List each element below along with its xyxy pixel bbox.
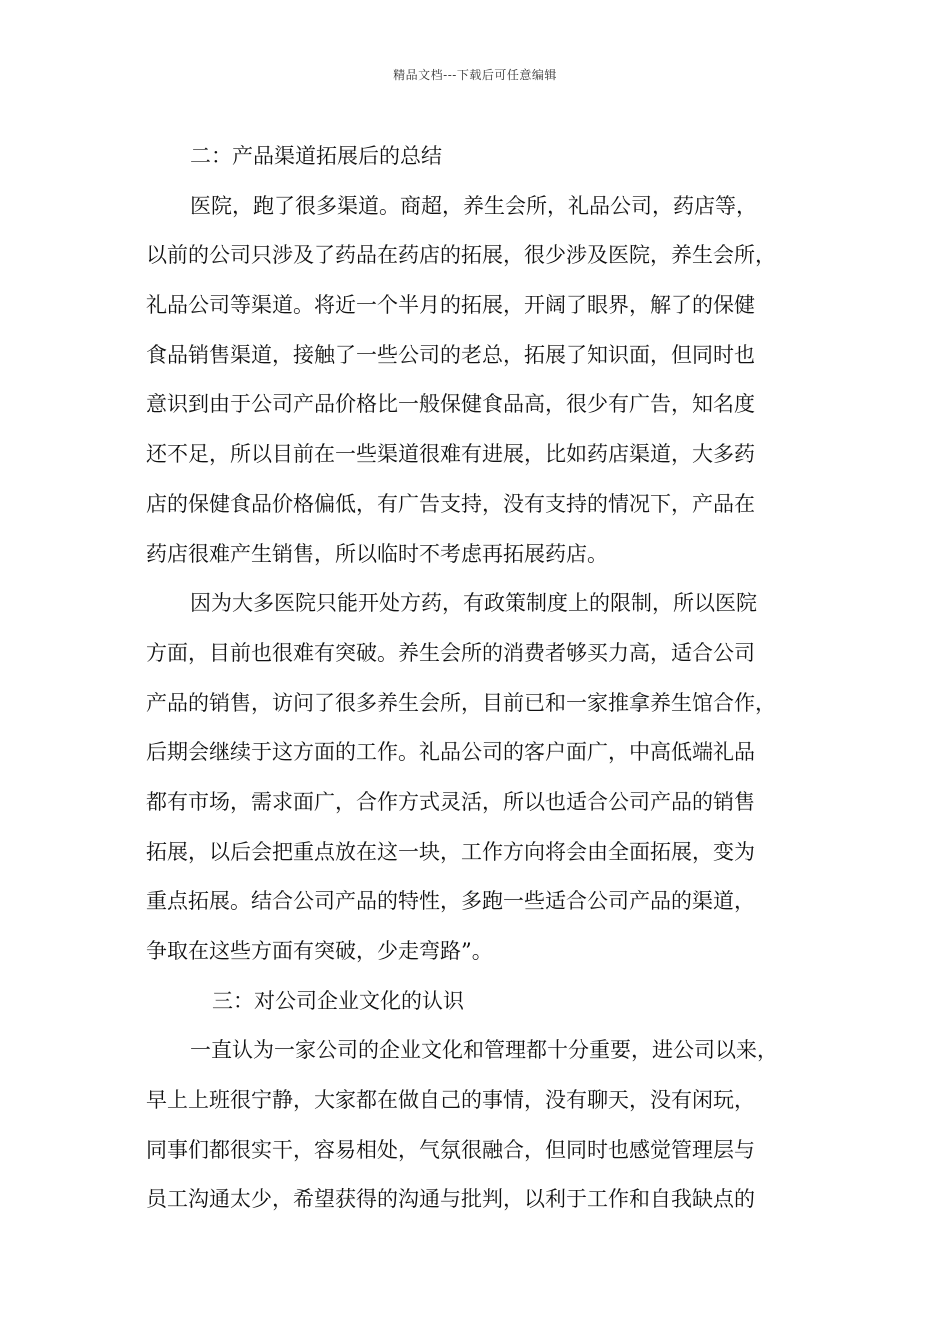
text-line: 方面，目前也很难有突破。养生会所的消费者够买力高，适合公司 [146, 640, 755, 665]
text-line: 还不足，所以目前在一些渠道很难有进展，比如药店渠道，大多药 [146, 442, 755, 467]
text-line: 以前的公司只涉及了药品在药店的拓展，很少涉及医院，养生会所， [146, 243, 776, 268]
text-line: 早上上班很宁静，大家都在做自己的事情，没有聊天，没有闲玩， [146, 1088, 755, 1113]
text-line: 医院，跑了很多渠道。商超，养生会所，礼品公司，药店等， [190, 193, 757, 218]
text-line: 后期会继续于这方面的工作。礼品公司的客户面广，中高低端礼品 [146, 740, 755, 765]
text-line: 意识到由于公司产品价格比一般保健食品高，很少有广告，知名度 [146, 392, 755, 417]
text-line: 拓展，以后会把重点放在这一块，工作方向将会由全面拓展，变为 [146, 839, 755, 864]
text-line: 重点拓展。结合公司产品的特性，多跑一些适合公司产品的渠道， [146, 889, 755, 914]
document-body [146, 132, 826, 1225]
text-line: 都有市场，需求面广，合作方式灵活，所以也适合公司产品的销售 [146, 789, 755, 814]
text-line: 礼品公司等渠道。将近一个半月的拓展，开阔了眼界，解了的保健 [146, 293, 755, 318]
text-line: 同事们都很实干，容易相处，气氛很融合，但同时也感觉管理层与 [146, 1137, 755, 1162]
text-line: 因为大多医院只能开处方药，有政策制度上的限制，所以医院 [190, 591, 757, 616]
text-line: 店的保健食品价格偏低，有广告支持，没有支持的情况下，产品在 [146, 491, 755, 516]
text-line: 食品销售渠道，接触了一些公司的老总，拓展了知识面，但同时也 [146, 342, 755, 367]
text-line: 产品的销售，访问了很多养生会所，目前已和一家推拿养生馆合作， [146, 690, 776, 715]
text-line: 一直认为一家公司的企业文化和管理都十分重要，进公司以来， [190, 1038, 778, 1063]
text-line: 二：产品渠道拓展后的总结 [190, 144, 442, 168]
text-line: 药店很难产生销售，所以临时不考虑再拓展药店。 [146, 541, 608, 566]
text-line: 三：对公司企业文化的认识 [212, 988, 464, 1013]
text-line: 员工沟通太少，希望获得的沟通与批判，以利于工作和自我缺点的 [146, 1187, 755, 1212]
text-line: 争取在这些方面有突破，少走弯路”。 [146, 939, 493, 963]
page-header: 精品文档---下载后可任意编辑 [393, 68, 557, 82]
